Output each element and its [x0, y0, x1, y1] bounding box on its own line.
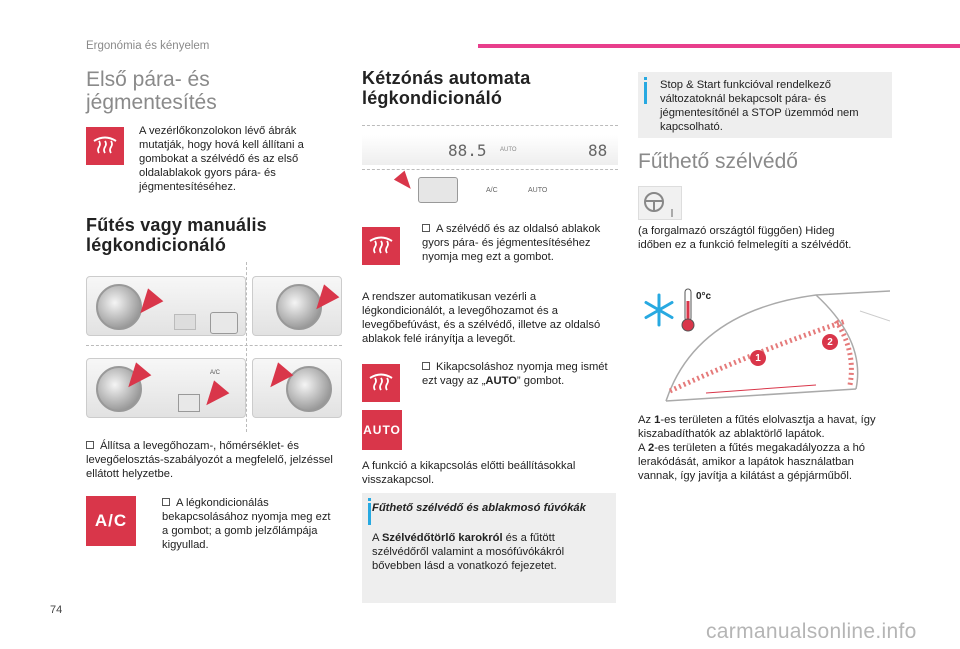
windshield-defrost-icon: [92, 135, 118, 157]
info-icon: [368, 498, 371, 501]
intro-text: A vezérlőkonzolokon lévő ábrák mutatják, hogy hová kell állítani a gombokat a szélvédő és az első oldalablakok gyors pára- és jégmentesítéséhez.: [139, 125, 304, 193]
manual-bullet-1: Állítsa a levegőhozam-, hőmérséklet- és levegőelosztás-szabályozót a megfelelő, jelzéssel ellátott helyzetbe.: [86, 440, 333, 480]
page-title-line1: Első pára- és: [86, 68, 210, 91]
info-title: Fűthető szélvédő és ablakmosó fúvókák: [372, 502, 586, 514]
panel-ac-label: A/C: [210, 370, 221, 376]
snowflake-icon: [642, 293, 676, 327]
heated-windshield-button-box: [638, 186, 682, 220]
info-body: A Szélvédőtörlő karokról és a fűtött szélvédőről valamint a mosófúvókákról bővebben lásd a vonatkozó fejezetet.: [372, 532, 565, 572]
ac-badge-label: A/C: [94, 511, 128, 530]
info-icon-bar: [368, 503, 371, 525]
windshield-defrost-icon: [368, 235, 394, 257]
manual-panel-illustration: [86, 262, 342, 432]
heated-windshield-para-2: Az 1-es területen a fűtés elolvasztja a havat, így kiszabadíthatók az ablaktörlő lapátok. A 2-es területen a fűtés megakadályozza a hó lerakódását, amikor a lapátok használatban vannak, így javítja a kilátást a gépjárműből.: [638, 414, 876, 482]
defrost-badge: [86, 127, 124, 165]
zone-1-marker: [750, 350, 766, 366]
heated-windshield-title: Fűthető szélvédő: [638, 150, 798, 173]
stop-start-text: Stop & Start funkcióval rendelkező változatoknál bekapcsolt pára- és jégmentesítőnél a STOP üzemmód nem kapcsolható.: [660, 79, 859, 133]
dual-para-2: A funkció a kikapcsolás előtti beállításokkal visszakapcsol.: [362, 460, 576, 486]
defrost-badge-3: [362, 364, 400, 402]
section-title: Ergonómia és kényelem: [86, 40, 210, 52]
zone-1-label: 1: [755, 352, 761, 364]
bullet-icon: [422, 362, 430, 370]
display-right: 88: [588, 141, 608, 160]
heading-manual-line2: légkondicionáló: [86, 235, 227, 255]
display-mode: AUTO: [500, 147, 517, 153]
ac-badge: [86, 496, 136, 546]
dual-zone-panel-illustration: [362, 125, 618, 210]
display-left: 88.5: [448, 141, 487, 160]
heading-manual-line1: Fűtés vagy manuális: [86, 215, 267, 235]
watermark: carmanualsonline.info: [706, 620, 917, 643]
dual-para-1: A rendszer automatikusan vezérli a légkondicionálót, a levegőhozamot és a levegőbefúvást, és a szélvédő, illetve az oldalsó ablakok felé irányítja a levegőt.: [362, 291, 601, 345]
thermometer-icon: [680, 287, 696, 333]
info-icon: [644, 77, 647, 80]
info-icon-bar: [644, 82, 647, 104]
info-box-stop-start: [638, 72, 892, 138]
heated-windshield-para-1: (a forgalmazó országtól függően) Hideg időben ez a funkció felmelegíti a szélvédőt.: [638, 225, 852, 251]
page-title-line2: jégmentesítés: [86, 91, 217, 114]
steering-wheel-icon: [643, 191, 665, 213]
page-number: 74: [50, 604, 63, 616]
windshield-defrost-icon: [368, 372, 394, 394]
bullet-icon: [162, 498, 170, 506]
bullet-icon: [86, 441, 94, 449]
zone-2-marker: [822, 334, 838, 350]
red-arrow-icon: [394, 171, 416, 194]
btn-ac: A/C: [486, 187, 498, 194]
defrost-badge-2: [362, 227, 400, 265]
temperature-knob-2: [286, 366, 332, 412]
heading-dual-zone-line2: légkondicionáló: [362, 88, 503, 108]
section-bar: [478, 44, 960, 48]
temperature-label: 0°c: [696, 291, 712, 302]
manual-bullet-2: A légkondicionálás bekapcsolásához nyomja meg ezt a gombot; a gomb jelzőlámpája kigyullad.: [162, 497, 331, 551]
windshield-illustration: [636, 281, 892, 404]
auto-badge-label: AUTO: [363, 423, 401, 437]
info-box-heated-windshield: [362, 493, 616, 603]
bullet-icon: [422, 224, 430, 232]
dual-bullet-1: A szélvédő és az oldalsó ablakok gyors pára- és jégmentesítéséhez nyomja meg ezt a gombot.: [422, 223, 601, 263]
heading-dual-zone-line1: Kétzónás automata: [362, 68, 531, 88]
btn-auto: AUTO: [528, 187, 548, 194]
dual-bullet-2: Kikapcsoláshoz nyomja meg ismét ezt vagy az „AUTO” gombot.: [422, 361, 608, 387]
auto-badge: [362, 410, 402, 450]
zone-2-label: 2: [827, 336, 833, 348]
